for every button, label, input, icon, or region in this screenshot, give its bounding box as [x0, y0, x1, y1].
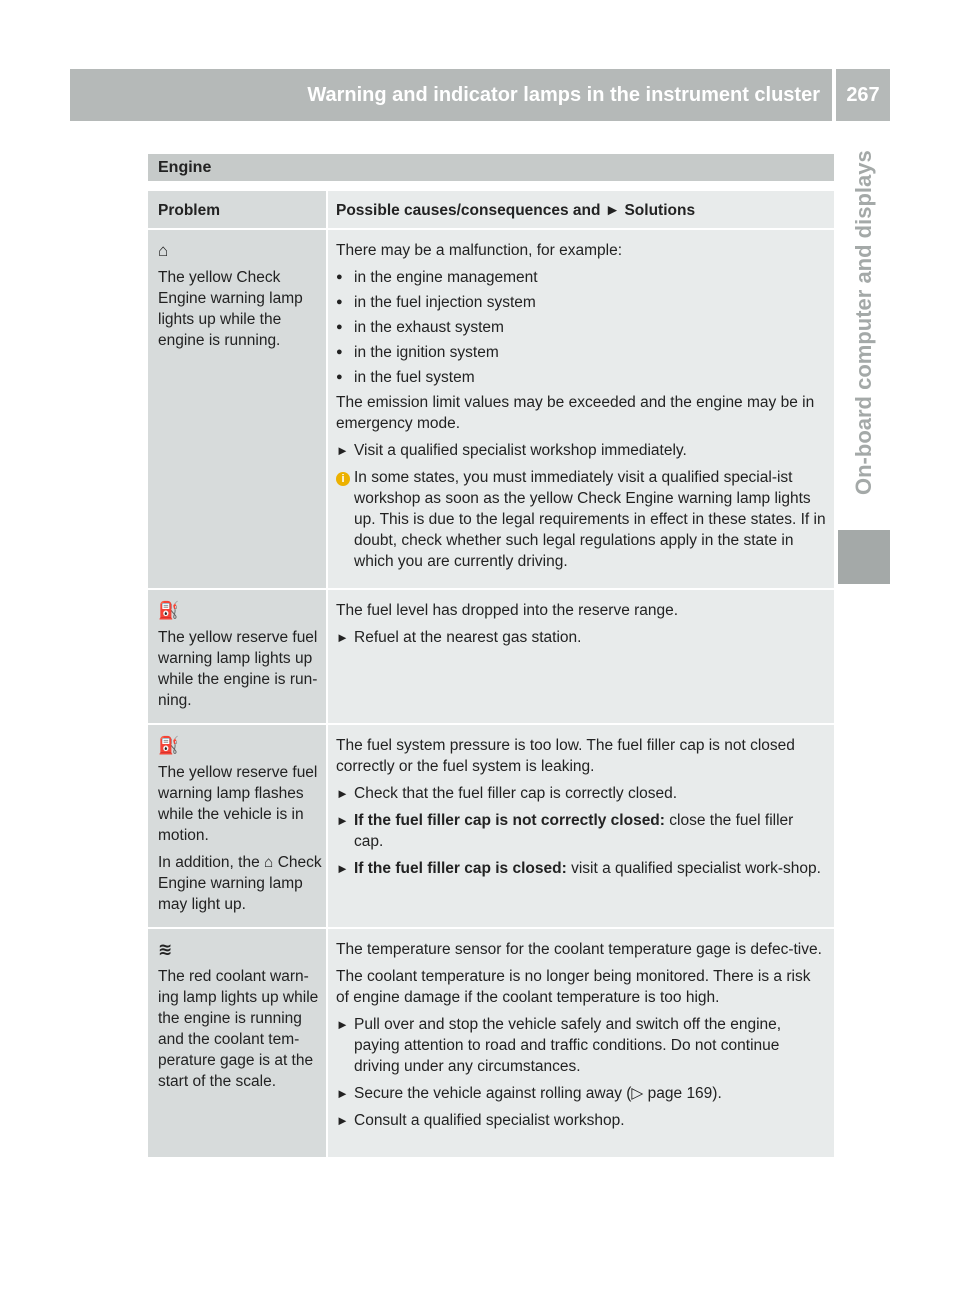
problem-extra-text: In addition, the [158, 854, 260, 871]
step-text [354, 858, 821, 879]
header-solutions-text: Possible causes/consequences and [336, 202, 601, 219]
header-solutions [328, 191, 834, 228]
list-item-text: in the fuel injection system [354, 294, 536, 311]
page-number: 267 [836, 69, 890, 121]
chapter-marker-block [838, 530, 890, 584]
solution-cell [328, 230, 834, 588]
solution-text: The temperature sensor for the coolant temperature gage is defec-tive. [336, 941, 822, 958]
step-arrow-icon: ► [336, 813, 349, 828]
action-step [336, 440, 826, 461]
step-text: Visit a qualified specialist workshop immediately. [354, 442, 687, 459]
problem-cell [148, 590, 326, 723]
step-action: close the fuel filler cap. [354, 812, 794, 850]
step-arrow-icon: ► [336, 786, 349, 801]
step-arrow-icon: ► [336, 861, 349, 876]
action-step [336, 858, 826, 879]
action-step [336, 810, 826, 852]
problem-cell [148, 230, 326, 588]
step-text: Secure the vehicle against rolling away (▷ page 169). [354, 1085, 722, 1102]
problem-cell [148, 929, 326, 1157]
page-header [70, 69, 890, 121]
step-text: Pull over and stop the vehicle safely and switch off the engine, paying attention to road and traffic conditions. Do not continue driving under any circumstances. [354, 1016, 782, 1075]
list-item [336, 292, 826, 313]
solution-text: The coolant temperature is no longer being monitored. There is a risk of engine damage if the coolant temperature is too high. [336, 968, 811, 1006]
list-item-text: in the ignition system [354, 344, 499, 361]
table-row [148, 230, 834, 590]
bullet-icon: ● [336, 271, 343, 283]
table-row [148, 929, 834, 1157]
step-text: Consult a qualified specialist workshop. [354, 1112, 625, 1129]
list-item [336, 267, 826, 288]
action-step [336, 1110, 826, 1131]
chapter-side-tab [838, 150, 890, 510]
table-row [148, 590, 834, 725]
table-title: Engine [148, 154, 834, 181]
problem-extra-text: Check Engine warning lamp may light up. [158, 854, 322, 913]
header-problem: Problem [148, 191, 326, 228]
list-item-text: in the engine management [354, 269, 538, 286]
problem-text: The yellow reserve fuel warning lamp flashes while the vehicle is in motion. [158, 764, 318, 844]
fuel-reserve-icon: ⛽ [158, 736, 180, 755]
chapter-label: On-board computer and displays [851, 150, 876, 495]
action-step [336, 627, 826, 648]
arrow-icon: ► [604, 202, 621, 219]
problem-text: The yellow Check Engine warning lamp lights up while the engine is running. [158, 269, 303, 349]
action-step [336, 1083, 826, 1104]
solution-text: The fuel level has dropped into the reserve range. [336, 602, 679, 619]
solution-intro: There may be a malfunction, for example: [336, 242, 623, 259]
fuel-reserve-icon: ⛽ [158, 601, 180, 620]
table-header-row [148, 191, 834, 230]
step-arrow-icon: ► [336, 630, 349, 645]
step-arrow-icon: ► [336, 1113, 349, 1128]
problem-text: The yellow reserve fuel warning lamp lights up while the engine is run-ning. [158, 629, 318, 709]
header-solutions-label: Solutions [624, 202, 696, 219]
step-arrow-icon: ► [336, 443, 349, 458]
action-step [336, 783, 826, 804]
bullet-icon: ● [336, 371, 343, 383]
step-arrow-icon: ► [336, 1086, 349, 1101]
bullet-icon: ● [336, 346, 343, 358]
list-item [336, 342, 826, 363]
solution-cell [328, 929, 834, 1157]
list-item [336, 317, 826, 338]
info-icon: i [336, 472, 350, 486]
solution-text: The emission limit values may be exceeded and the engine may be in emergency mode. [336, 394, 815, 432]
info-text: In some states, you must immediately visit a qualified special-ist workshop as soon as the yellow Check Engine warning lamp lights up. This is due to the legal requirements in effect in these states. If in doubt, check whether such legal regulations apply in the state in which you are currently driving. [354, 469, 826, 570]
solution-cell [328, 725, 834, 927]
engine-table [148, 154, 834, 1157]
step-arrow-icon: ► [336, 1017, 349, 1032]
bullet-icon: ● [336, 296, 343, 308]
solution-text: The fuel system pressure is too low. The fuel filler cap is not closed correctly or the fuel system is leaking. [336, 737, 795, 775]
solution-cell [328, 590, 834, 723]
coolant-temperature-icon: ≋ [158, 940, 173, 959]
step-action: visit a qualified specialist work-shop. [571, 860, 821, 877]
problem-text: The red coolant warn-ing lamp lights up while the engine is running and the coolant tem-perature gage is at the start of the scale. [158, 968, 319, 1090]
table-row [148, 725, 834, 929]
step-text: Refuel at the nearest gas station. [354, 629, 582, 646]
info-note [336, 467, 826, 572]
check-engine-icon: ⌂ [158, 241, 169, 260]
problem-extra [158, 852, 326, 915]
bullet-icon: ● [336, 321, 343, 333]
step-condition: If the fuel filler cap is not correctly closed: [354, 812, 665, 829]
section-title: Warning and indicator lamps in the instrument cluster [70, 69, 832, 121]
action-step [336, 1014, 826, 1077]
step-condition: If the fuel filler cap is closed: [354, 860, 567, 877]
list-item [336, 367, 826, 388]
check-engine-icon: ⌂ [264, 854, 274, 871]
list-item-text: in the fuel system [354, 369, 475, 386]
step-text [354, 810, 826, 852]
problem-cell [148, 725, 326, 927]
list-item-text: in the exhaust system [354, 319, 504, 336]
step-text: Check that the fuel filler cap is correctly closed. [354, 785, 678, 802]
